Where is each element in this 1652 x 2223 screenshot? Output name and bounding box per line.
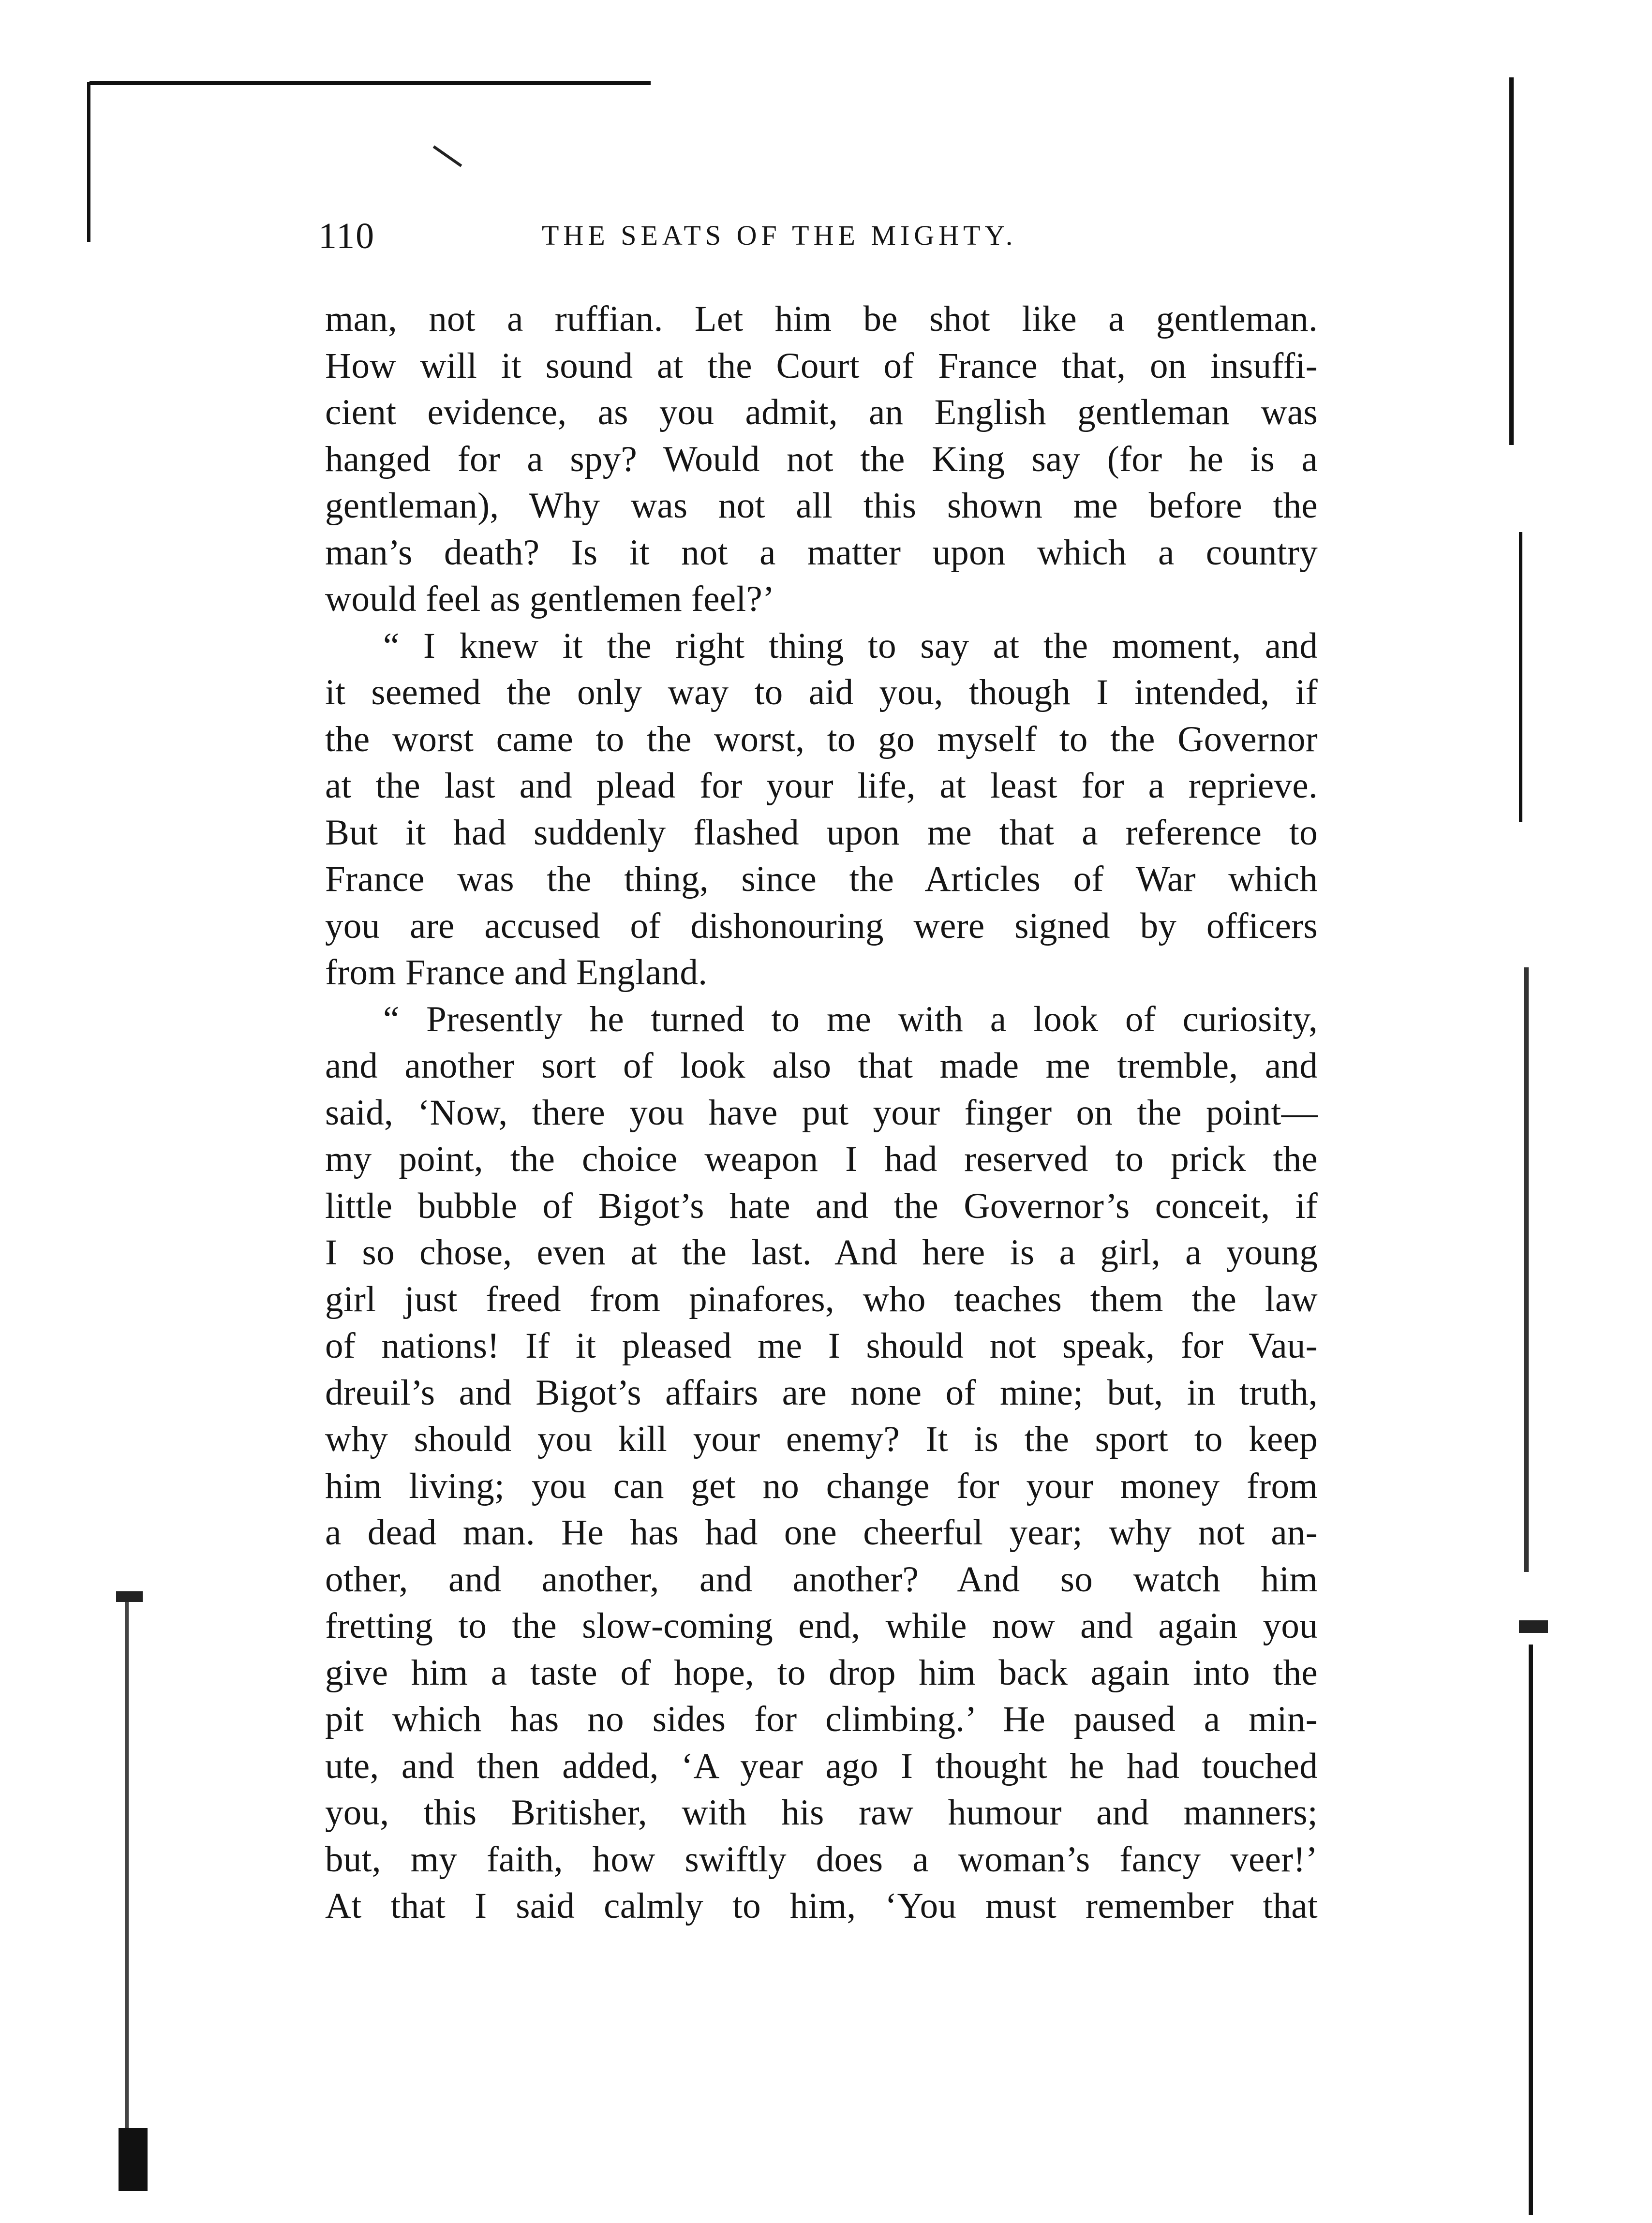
text-line: How will it sound at the Court of France that, on insuffi- bbox=[325, 345, 1318, 386]
text-line: France was the thing, since the Articles of War which bbox=[325, 859, 1318, 899]
text-line: you, this Britisher, with his raw humour and manners; bbox=[325, 1793, 1318, 1833]
text-line: other, and another, and another? And so watch him bbox=[325, 1559, 1318, 1600]
text-line: fretting to the slow-coming end, while now and again you bbox=[325, 1606, 1318, 1646]
text-line: at the last and plead for your life, at least for a reprieve. bbox=[325, 766, 1318, 806]
running-head: THE SEATS OF THE MIGHTY. bbox=[542, 220, 1017, 251]
scan-left-edge bbox=[87, 82, 90, 242]
text-line: from France and England. bbox=[325, 952, 708, 993]
text-line: the worst came to the worst, to go myself to the Governor bbox=[325, 719, 1318, 759]
text-line: cient evidence, as you admit, an English gentleman was bbox=[325, 392, 1318, 432]
text-line: a dead man. He has had one cheerful year; why not an- bbox=[325, 1512, 1318, 1553]
text-line: “ Presently he turned to me with a look of curiosity, bbox=[383, 999, 1318, 1039]
text-line: him living; you can get no change for your money from bbox=[325, 1466, 1318, 1506]
text-line: little bubble of Bigot’s hate and the Governor’s conceit, if bbox=[325, 1186, 1318, 1226]
text-line: would feel as gentlemen feel?’ bbox=[325, 579, 775, 619]
text-line: said, ‘Now, there you have put your finger on the point— bbox=[325, 1092, 1318, 1133]
scan-top-rule bbox=[89, 81, 651, 85]
scan-right-edge-3 bbox=[1524, 967, 1529, 1572]
text-line: hanged for a spy? Would not the King say (for he is a bbox=[325, 439, 1318, 479]
text-line: man’s death? Is it not a matter upon which a country bbox=[325, 532, 1318, 573]
text-line: man, not a ruffian. Let him be shot like a gentleman. bbox=[325, 299, 1318, 339]
text-line: gentleman), Why was not all this shown me before the bbox=[325, 486, 1318, 526]
text-line: give him a taste of hope, to drop him back again into the bbox=[325, 1652, 1318, 1693]
text-line: and another sort of look also that made me tremble, and bbox=[325, 1046, 1318, 1086]
scan-fleck bbox=[116, 1591, 143, 1602]
text-line: “ I knew it the right thing to say at the moment, and bbox=[383, 625, 1318, 666]
body-text bbox=[325, 296, 1318, 1930]
text-line: But it had suddenly flashed upon me that a reference to bbox=[325, 812, 1318, 853]
text-line: why should you kill your enemy? It is the sport to keep bbox=[325, 1419, 1318, 1459]
scan-fleck bbox=[1519, 1620, 1548, 1633]
scan-right-edge-2 bbox=[1519, 532, 1522, 822]
text-line: it seemed the only way to aid you, though I intended, if bbox=[325, 672, 1318, 712]
text-line: you are accused of dishonouring were signed by officers bbox=[325, 905, 1318, 946]
text-line: my point, the choice weapon I had reserved to prick the bbox=[325, 1139, 1318, 1179]
text-line: I so chose, even at the last. And here is a girl, a young bbox=[325, 1232, 1318, 1273]
text-line: ute, and then added, ‘A year ago I thought he had touched bbox=[325, 1746, 1318, 1786]
text-line: of nations! If it pleased me I should not speak, for Vau- bbox=[325, 1326, 1318, 1366]
scan-left-foot bbox=[119, 2128, 148, 2191]
scan-right-edge-4 bbox=[1529, 1645, 1533, 2215]
scan-fleck bbox=[433, 145, 462, 167]
text-line: At that I said calmly to him, ‘You must remember that bbox=[325, 1886, 1318, 1926]
page-number: 110 bbox=[318, 216, 375, 256]
scan-right-edge-1 bbox=[1509, 77, 1514, 445]
text-line: pit which has no sides for climbing.’ He paused a min- bbox=[325, 1699, 1318, 1739]
text-line: dreuil’s and Bigot’s affairs are none of mine; but, in truth, bbox=[325, 1372, 1318, 1413]
page-header bbox=[310, 215, 1335, 268]
text-line: but, my faith, how swiftly does a woman’s fancy veer!’ bbox=[325, 1839, 1318, 1880]
text-line: girl just freed from pinafores, who teaches them the law bbox=[325, 1279, 1318, 1319]
scan-left-edge-lower bbox=[125, 1596, 129, 2191]
